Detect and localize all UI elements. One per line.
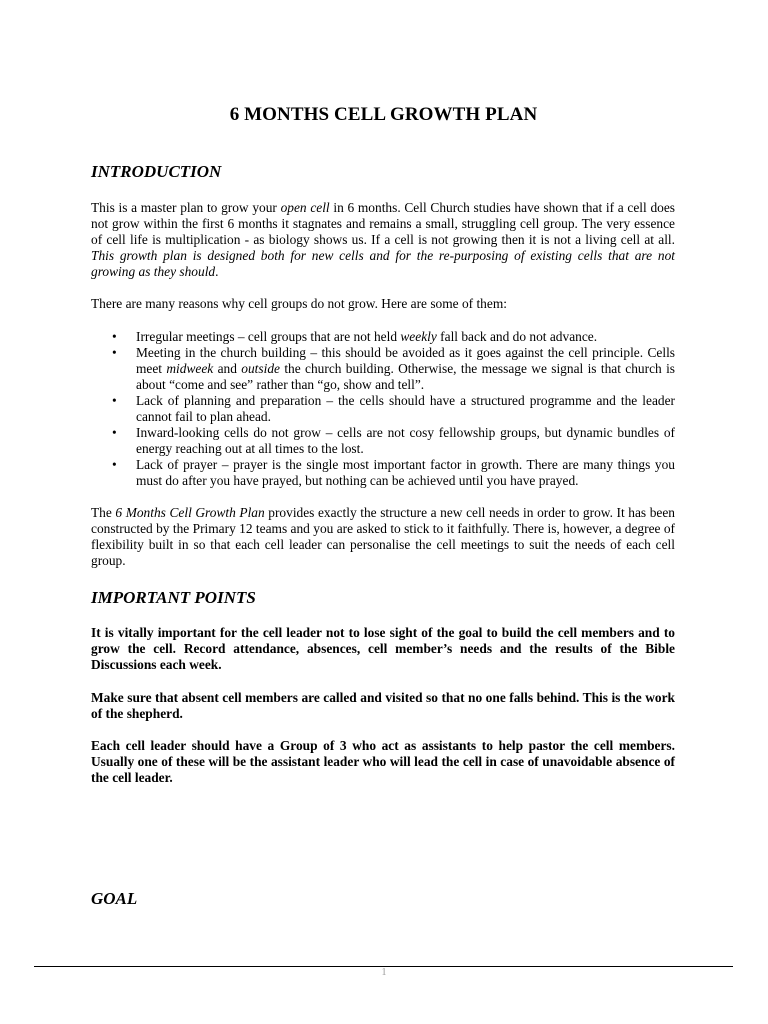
text-run: Irregular meetings – cell groups that are not held [136,329,401,344]
text-run: the church building. Otherwise, the message we signal is that church is about “come and see” rather than “go, show and tell”. [136,361,676,392]
bullet-icon: • [112,329,117,344]
emphasis-weekly: weekly [400,329,437,344]
introduction-paragraph-3 [91,505,675,569]
text-run: provides exactly the structure a new cell needs in order to grow. It has been constructed by the Primary 12 teams and you are asked to stick to it faithfully. There is, however, a degree of flexibility built in so that each cell leader can personalise the cell meetings to suit the needs of each cell group. [91,505,675,568]
important-points-paragraph-1: It is vitally important for the cell leader not to lose sight of the goal to build the cell members and to grow the cell. Record attendance, absences, cell member’s needs and the results of the Bible Discussions each week. [91,625,675,672]
text-run: in 6 months. Cell Church studies have shown that if a cell does not grow within the first 6 months it stagnates and remains a small, struggling cell group. The very essence of cell life is multiplication - as biology shows us. If a cell is not growing then it is not a living cell at all. [91,200,675,247]
emphasis-midweek: midweek [166,361,214,376]
page-number: 1 [381,967,387,978]
introduction-paragraph-2: There are many reasons why cell groups do not grow. Here are some of them: [91,296,507,311]
text-run: Lack of planning and preparation – the cells should have a structured programme and the leader cannot fail to plan ahead. [136,393,675,424]
goal-heading: GOAL [91,889,138,908]
emphasis-plan-name: 6 Months Cell Growth Plan [115,505,265,520]
text-run: Inward-looking cells do not grow – cells are not cosy fellowship groups, but dynamic bundles of energy reaching out at all times to the lost. [136,425,675,456]
bullet-icon: • [112,425,117,440]
text-run: Meeting in the church building – this should be avoided as it goes against the cell principle. Cells meet [136,345,675,376]
text-run: fall back and do not advance. [436,329,598,344]
emphasis-open-cell: open cell [280,200,330,215]
introduction-heading: INTRODUCTION [91,162,222,181]
text-run: Lack of prayer – prayer is the single most important factor in growth. There are many things you must do after you have prayed, but nothing can be achieved until you have prayed. [136,457,675,488]
list-item [91,393,675,425]
list-item [91,345,675,393]
text-run: . [215,264,219,279]
list-item [91,425,675,457]
emphasis-growth-plan-statement: This growth plan is designed both for new cells and for the re-purposing of existing cells that are not growing as they should [91,248,675,279]
important-points-heading: IMPORTANT POINTS [91,588,256,607]
text-run: This is a master plan to grow your [91,200,281,215]
emphasis-outside: outside [241,361,280,376]
introduction-paragraph-1 [91,200,675,280]
text-run: The [91,505,116,520]
list-item [91,457,675,489]
important-points-paragraph-2: Make sure that absent cell members are called and visited so that no one falls behind. This is the work of the shepherd. [91,690,675,721]
text-run: and [213,361,242,376]
bullet-icon: • [112,393,117,408]
important-points-paragraph-3: Each cell leader should have a Group of 3 who act as assistants to help pastor the cell members. Usually one of these will be the assistant leader who will lead the cell in case of unavoidable absence of the cell leader. [91,738,675,785]
list-item [91,329,675,345]
bullet-icon: • [112,345,117,360]
bullet-icon: • [112,457,117,472]
document-title: 6 MONTHS CELL GROWTH PLAN [229,104,538,125]
reasons-bullet-list [91,329,675,489]
